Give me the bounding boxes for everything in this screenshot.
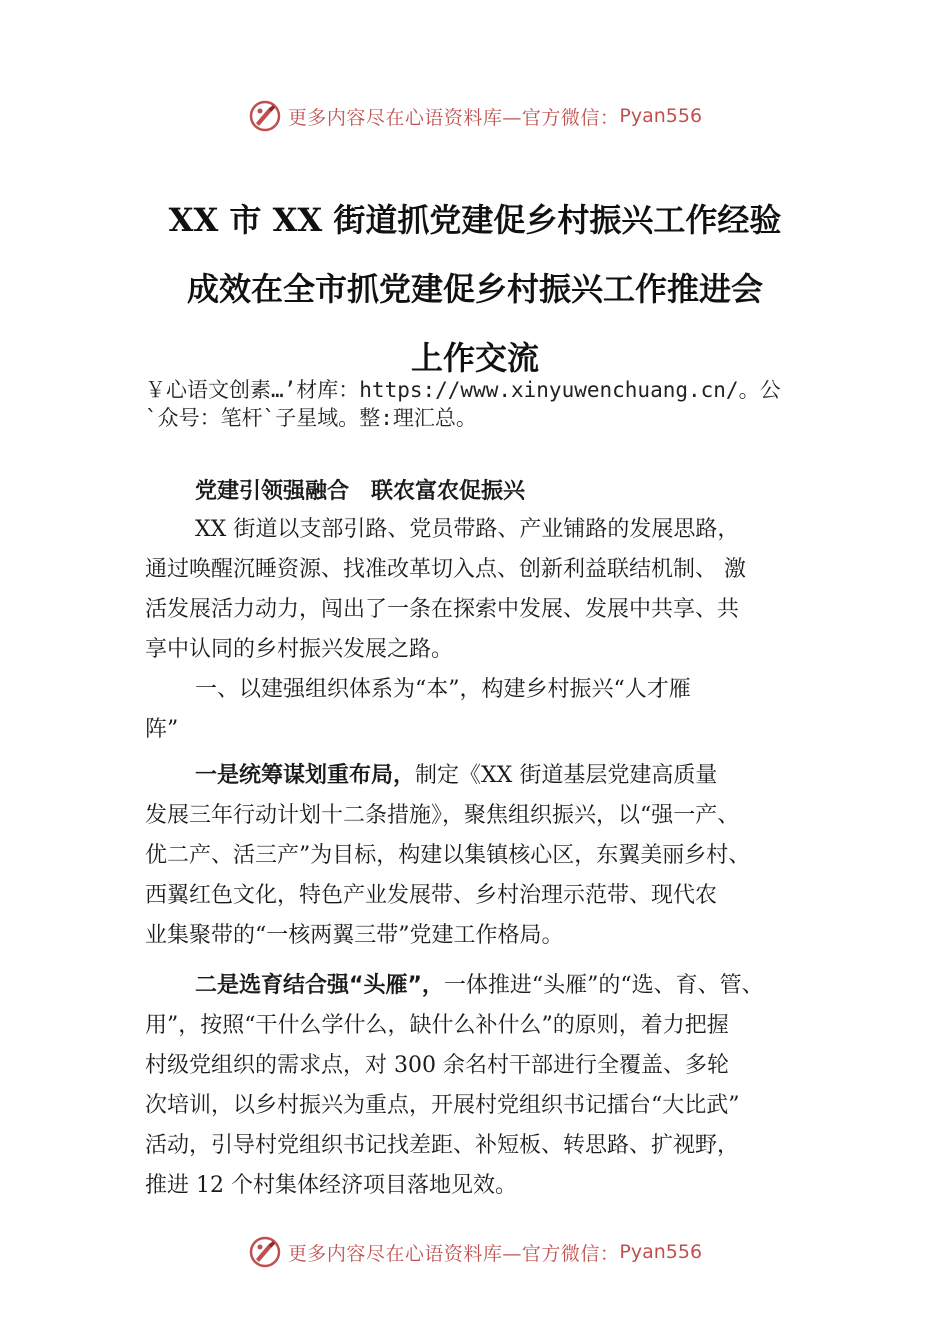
section-heading bbox=[195, 474, 525, 510]
banner-wechat-id: Pyan556 bbox=[619, 1241, 703, 1263]
paragraph-one bbox=[145, 756, 813, 956]
paragraph-text: 一体推进“头雁”的“选、育、管、 bbox=[443, 973, 764, 998]
paragraph-line bbox=[145, 756, 813, 796]
title-line: 成效在全市抓党建促乡村振兴工作推进会 bbox=[186, 270, 763, 308]
paragraph-line: 通过唤醒沉睡资源、找准改革切入点、创新利益联结机制、 激 bbox=[145, 557, 746, 582]
paragraph-line: 用”，按照“干什么学什么，缺什么补什么”的原则，着力把握 bbox=[145, 1013, 729, 1038]
paragraph-line bbox=[145, 966, 813, 1006]
heading-part: 党建引领强融合 bbox=[195, 479, 350, 504]
paragraph-line: 推进 12 个村集体经济项目落地见效。 bbox=[145, 1173, 517, 1198]
source-note bbox=[145, 376, 845, 432]
paragraph-line: 西翼红色文化，特色产业发展带、乡村治理示范带、现代农 bbox=[145, 883, 718, 908]
source-line: ￥心语文创素…’材库：https://www.xinyuwenchuang.cn/。公 bbox=[145, 378, 781, 402]
intro-paragraph bbox=[145, 510, 813, 670]
brand-logo-icon bbox=[248, 1235, 282, 1269]
paragraph-line: 优二产、活三产”为目标，构建以集镇核心区，东翼美丽乡村、 bbox=[145, 843, 751, 868]
paragraph-line: 次培训，以乡村振兴为重点，开展村党组织书记擂台“大比武” bbox=[145, 1093, 740, 1118]
paragraph-lead: 一是统筹谋划重布局， bbox=[195, 763, 416, 788]
brand-logo-icon bbox=[248, 99, 282, 133]
banner-wechat-id: Pyan556 bbox=[619, 105, 703, 127]
footer-banner bbox=[0, 1232, 950, 1272]
paragraph-line: 发展三年行动计划十二条措施》，聚焦组织振兴，以“强一产、 bbox=[145, 803, 740, 828]
heading-part: 联农富农促振兴 bbox=[371, 479, 526, 504]
title-line: XX 市 XX 街道抓党建促乡村振兴工作经验 bbox=[168, 201, 782, 239]
paragraph-line: 活动，引导村党组织书记找差距、补短板、转思路、扩视野， bbox=[145, 1133, 740, 1158]
paragraph-two bbox=[145, 966, 813, 1206]
paragraph-text: 制定《XX 街道基层党建高质量 bbox=[415, 763, 718, 788]
paragraph-line: 活发展活力动力，闯出了一条在探索中发展、发展中共享、共 bbox=[145, 597, 740, 622]
paragraph-lead: 二是选育结合强“头雁”， bbox=[195, 973, 444, 998]
paragraph-line: 一、以建强组织体系为“本”，构建乡村振兴“人才雁 bbox=[195, 677, 691, 702]
banner-text: 更多内容尽在心语资料库—官方微信： bbox=[287, 1242, 620, 1265]
document-title bbox=[145, 186, 805, 393]
header-banner bbox=[0, 96, 950, 136]
paragraph-line: 业集聚带的“一核两翼三带”党建工作格局。 bbox=[145, 923, 564, 948]
paragraph-line: XX 街道以支部引路、党员带路、产业铺路的发展思路， bbox=[195, 517, 740, 542]
paragraph-line: 村级党组织的需求点，对 300 余名村干部进行全覆盖、多轮 bbox=[145, 1053, 729, 1078]
paragraph-line: 享中认同的乡村振兴发展之路。 bbox=[145, 637, 454, 662]
source-line: `众号：笔杆`子星域。整:理汇总。 bbox=[145, 406, 477, 430]
section-one-heading bbox=[145, 670, 813, 750]
paragraph-line: 阵” bbox=[145, 717, 179, 742]
title-line: 上作交流 bbox=[410, 339, 539, 377]
banner-text: 更多内容尽在心语资料库—官方微信： bbox=[287, 106, 620, 129]
